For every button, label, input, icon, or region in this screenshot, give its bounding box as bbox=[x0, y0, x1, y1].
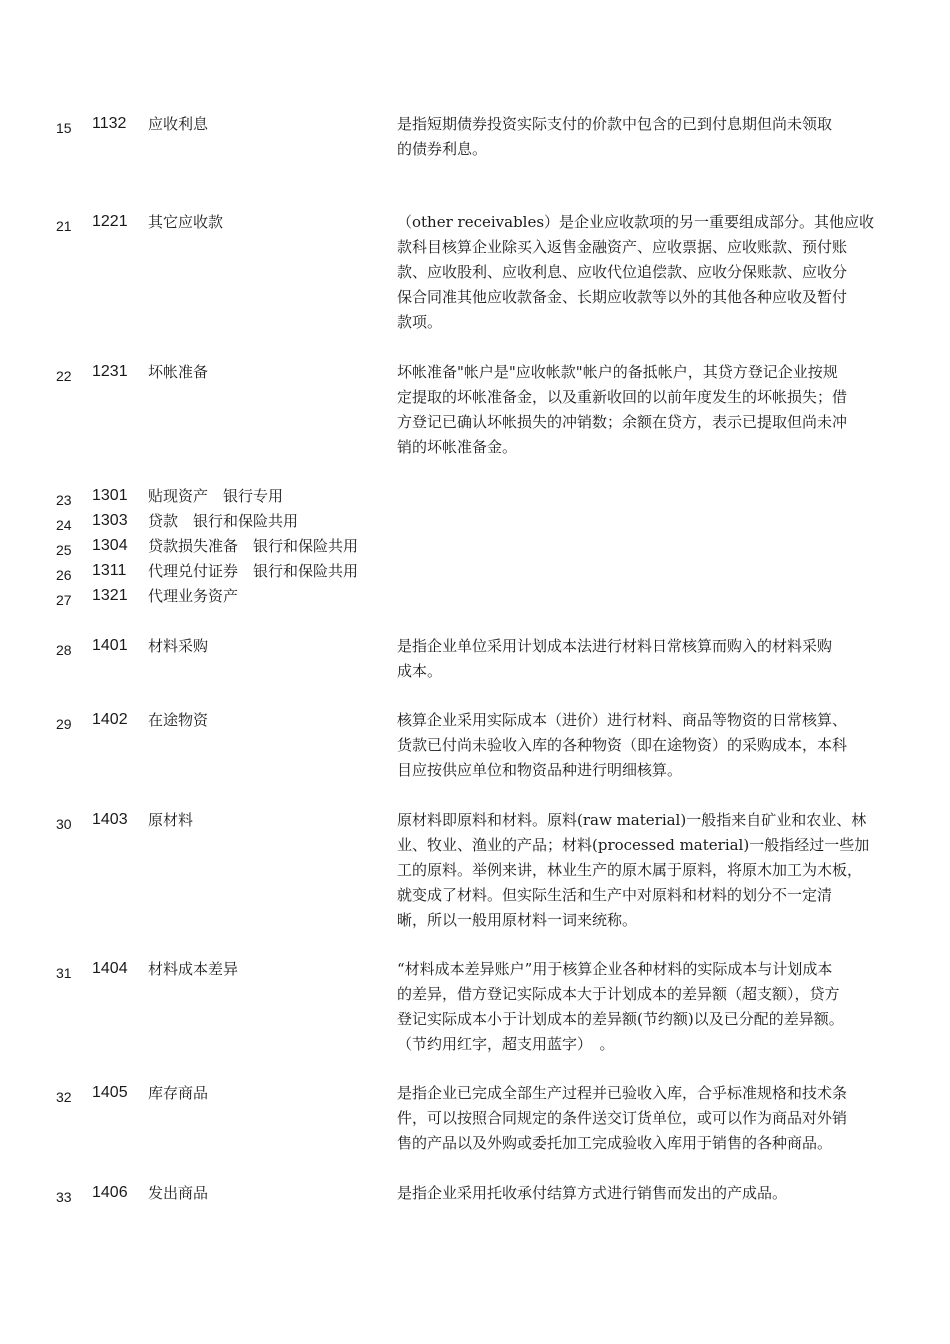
description-line: 售的产品以及外购或委托加工完成验收入库用于销售的各种商品。 bbox=[397, 1134, 833, 1152]
account-code: 1221 bbox=[92, 213, 128, 230]
account-name: 其它应收款 bbox=[148, 213, 224, 231]
description-line: 销的坏帐准备金。 bbox=[397, 438, 518, 456]
account-description bbox=[397, 1081, 893, 1156]
description-line: 原材料即原料和材料。原料(raw material)一般指来自矿业和农业、林 bbox=[397, 811, 867, 829]
account-name: 原材料 bbox=[148, 811, 194, 829]
description-line: （节约用红字，超支用蓝字） 。 bbox=[397, 1035, 615, 1053]
row-number: 25 bbox=[56, 542, 72, 558]
description-line: 款科目核算企业除买入返售金融资产、应收票据、应收账款、预付账 bbox=[397, 238, 848, 256]
account-code: 1303 bbox=[92, 512, 128, 529]
account-description bbox=[397, 957, 893, 1057]
description-line: 款项。 bbox=[397, 313, 443, 331]
account-description bbox=[397, 112, 893, 162]
row-number: 15 bbox=[56, 120, 72, 136]
row-number: 32 bbox=[56, 1089, 72, 1105]
description-line: 是指企业单位采用计划成本法进行材料日常核算而购入的材料采购 bbox=[397, 637, 833, 655]
account-description bbox=[397, 210, 893, 335]
account-code: 1403 bbox=[92, 811, 128, 828]
description-line: 是指企业已完成全部生产过程并已验收入库，合乎标准规格和技术条 bbox=[397, 1084, 848, 1102]
account-code: 1321 bbox=[92, 587, 128, 604]
description-line: 工的原料。举例来讲，林业生产的原木属于原料，将原木加工为木板， bbox=[397, 861, 863, 879]
description-line: 件，可以按照合同规定的条件送交订货单位，或可以作为商品对外销 bbox=[397, 1109, 848, 1127]
description-line: 业、牧业、渔业的产品；材料(processed material)一般指经过一些加 bbox=[397, 836, 870, 854]
row-number: 27 bbox=[56, 592, 72, 608]
description-line: 登记实际成本小于计划成本的差异额(节约额)以及已分配的差异额。 bbox=[397, 1010, 844, 1028]
description-line: 方登记已确认坏帐损失的冲销数；余额在贷方，表示已提取但尚未冲 bbox=[397, 413, 848, 431]
account-name: 材料采购 bbox=[148, 637, 209, 655]
description-line: 货款已付尚未验收入库的各种物资（即在途物资）的采购成本，本科 bbox=[397, 736, 848, 754]
account-description bbox=[397, 708, 893, 783]
account-code: 1301 bbox=[92, 487, 128, 504]
description-line: 的债券利息。 bbox=[397, 140, 488, 158]
description-line: 是指短期债券投资实际支付的价款中包含的已到付息期但尚未领取 bbox=[397, 115, 833, 133]
account-name: 代理业务资产 bbox=[148, 587, 239, 605]
account-name: 在途物资 bbox=[148, 711, 209, 729]
description-line: 成本。 bbox=[397, 662, 443, 680]
account-code: 1401 bbox=[92, 637, 128, 654]
row-number: 29 bbox=[56, 716, 72, 732]
account-name: 代理兑付证券 银行和保险共用 bbox=[148, 562, 359, 580]
description-line: 保合同准其他应收款备金、长期应收款等以外的其他各种应收及暂付 bbox=[397, 288, 848, 306]
account-description bbox=[397, 360, 893, 460]
account-code: 1231 bbox=[92, 363, 128, 380]
account-code: 1402 bbox=[92, 711, 128, 728]
account-description bbox=[397, 1181, 893, 1206]
description-line: 目应按供应单位和物资品种进行明细核算。 bbox=[397, 761, 683, 779]
row-number: 24 bbox=[56, 517, 72, 533]
account-name: 坏帐准备 bbox=[148, 363, 209, 381]
description-line: “材料成本差异账户”用于核算企业各种材料的实际成本与计划成本 bbox=[397, 960, 833, 978]
description-line: 款、应收股利、应收利息、应收代位追偿款、应收分保账款、应收分 bbox=[397, 263, 848, 281]
description-line: 核算企业采用实际成本（进价）进行材料、商品等物资的日常核算、 bbox=[397, 711, 848, 729]
row-number: 33 bbox=[56, 1189, 72, 1205]
description-line: （other receivables）是企业应收款项的另一重要组成部分。其他应收 bbox=[397, 213, 875, 231]
account-description bbox=[397, 634, 893, 684]
description-line: 坏帐准备"帐户是"应收帐款"帐户的备抵帐户，其贷方登记企业按规 bbox=[397, 363, 838, 381]
account-name: 贴现资产 银行专用 bbox=[148, 487, 284, 505]
row-number: 31 bbox=[56, 965, 72, 981]
account-name: 贷款 银行和保险共用 bbox=[148, 512, 299, 530]
account-description bbox=[397, 808, 893, 933]
row-number: 28 bbox=[56, 642, 72, 658]
account-name: 发出商品 bbox=[148, 1184, 209, 1202]
description-line: 定提取的坏帐准备金，以及重新收回的以前年度发生的坏帐损失；借 bbox=[397, 388, 848, 406]
row-number: 21 bbox=[56, 218, 72, 234]
account-name: 材料成本差异 bbox=[148, 960, 239, 978]
account-code: 1304 bbox=[92, 537, 128, 554]
account-name: 贷款损失准备 银行和保险共用 bbox=[148, 537, 359, 555]
row-number: 22 bbox=[56, 368, 72, 384]
account-code: 1311 bbox=[92, 562, 127, 579]
account-code: 1405 bbox=[92, 1084, 128, 1101]
account-code: 1406 bbox=[92, 1184, 128, 1201]
row-number: 30 bbox=[56, 816, 72, 832]
account-code: 1132 bbox=[92, 115, 127, 132]
row-number: 26 bbox=[56, 567, 72, 583]
account-name: 应收利息 bbox=[148, 115, 209, 133]
account-name: 库存商品 bbox=[148, 1084, 209, 1102]
description-line: 晰，所以一般用原材料一词来统称。 bbox=[397, 911, 638, 929]
description-line: 的差异，借方登记实际成本大于计划成本的差异额（超支额），贷方 bbox=[397, 985, 840, 1003]
description-line: 是指企业采用托收承付结算方式进行销售而发出的产成品。 bbox=[397, 1184, 788, 1202]
row-number: 23 bbox=[56, 492, 72, 508]
description-line: 就变成了材料。但实际生活和生产中对原料和材料的划分不一定清 bbox=[397, 886, 833, 904]
account-code: 1404 bbox=[92, 960, 128, 977]
